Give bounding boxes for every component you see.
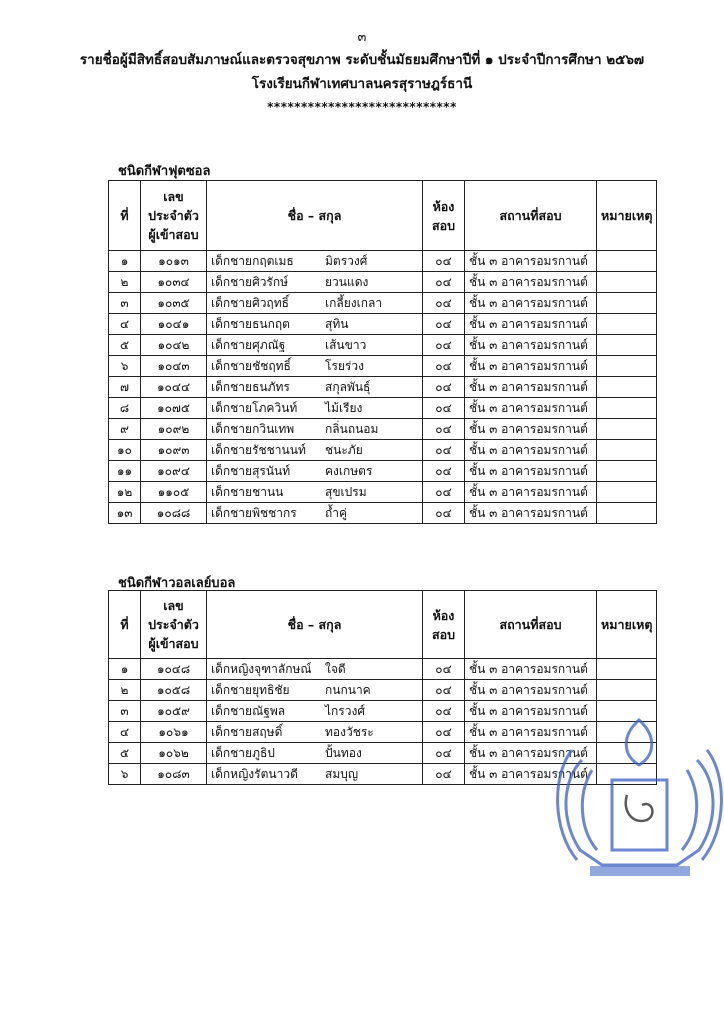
last-name: สกุลพันธุ์ — [325, 379, 371, 394]
last-name: ไม้เรียง — [325, 400, 363, 415]
note — [597, 461, 657, 482]
last-name: ทองวัชระ — [325, 724, 374, 739]
last-name: เส้นขาว — [325, 337, 367, 352]
row-number: ๖ — [109, 356, 141, 377]
school-seal-stamp — [552, 700, 724, 885]
row-number: ๑ — [109, 251, 141, 272]
table-row — [109, 251, 657, 272]
row-number: ๑๐ — [109, 440, 141, 461]
exam-location: ชั้น ๓ อาคารอมรกานต์ — [465, 701, 597, 722]
student-name — [207, 335, 423, 356]
row-number: ๖ — [109, 764, 141, 785]
table-row — [109, 398, 657, 419]
first-name: เด็กชายรัชชานนท์ — [211, 442, 306, 457]
exam-room: ๐๔ — [423, 293, 465, 314]
header-name: ชื่อ – สกุล — [207, 181, 423, 251]
header-location: สถานที่สอบ — [465, 591, 597, 659]
exam-room: ๐๔ — [423, 398, 465, 419]
first-name: เด็กชายภูธิป — [211, 745, 275, 760]
header-location: สถานที่สอบ — [465, 181, 597, 251]
page-number: ๓ — [357, 30, 367, 45]
exam-location: ชั้น ๓ อาคารอมรกานต์ — [465, 419, 597, 440]
exam-room: ๐๔ — [423, 659, 465, 680]
header-exam-id-line2: ประจำตัว — [148, 208, 199, 223]
last-name: สุขเปรม — [325, 484, 367, 499]
exam-room: ๐๔ — [423, 722, 465, 743]
exam-room: ๐๔ — [423, 503, 465, 524]
exam-location: ชั้น ๓ อาคารอมรกานต์ — [465, 503, 597, 524]
header-no: ที่ — [109, 591, 141, 659]
first-name: เด็กชายศิวฤทธิ์ — [211, 295, 289, 310]
header-room — [423, 181, 465, 251]
exam-location: ชั้น ๓ อาคารอมรกานต์ — [465, 722, 597, 743]
exam-room: ๐๔ — [423, 251, 465, 272]
last-name: โรยร่วง — [325, 358, 364, 373]
row-number: ๑๒ — [109, 482, 141, 503]
first-name: เด็กชายณัฐพล — [211, 703, 286, 718]
exam-id: ๑๐๘๓ — [141, 764, 207, 785]
exam-room: ๐๔ — [423, 461, 465, 482]
row-number: ๓ — [109, 293, 141, 314]
exam-room: ๐๔ — [423, 335, 465, 356]
row-number: ๗ — [109, 377, 141, 398]
student-name — [207, 398, 423, 419]
table-row — [109, 293, 657, 314]
student-name — [207, 482, 423, 503]
note — [597, 503, 657, 524]
table-row — [109, 461, 657, 482]
exam-room: ๐๔ — [423, 356, 465, 377]
student-name — [207, 272, 423, 293]
first-name: เด็กชายสฤษดิ์ — [211, 724, 283, 739]
student-name — [207, 701, 423, 722]
exam-room: ๐๔ — [423, 701, 465, 722]
exam-id: ๑๐๖๒ — [141, 743, 207, 764]
first-name: เด็กชายชานน — [211, 484, 284, 499]
student-name — [207, 419, 423, 440]
exam-id: ๑๐๙๔ — [141, 461, 207, 482]
row-number: ๑๑ — [109, 461, 141, 482]
row-number: ๙ — [109, 419, 141, 440]
student-name — [207, 377, 423, 398]
note — [597, 314, 657, 335]
note — [597, 335, 657, 356]
exam-location: ชั้น ๓ อาคารอมรกานต์ — [465, 377, 597, 398]
exam-id: ๑๐๙๒ — [141, 419, 207, 440]
exam-room: ๐๔ — [423, 377, 465, 398]
note — [597, 659, 657, 680]
last-name: มิตรวงศ์ — [325, 253, 368, 268]
table-row — [109, 659, 657, 680]
first-name: เด็กหญิงรัตนาวดี — [211, 766, 298, 781]
student-name — [207, 503, 423, 524]
exam-location: ชั้น ๓ อาคารอมรกานต์ — [465, 743, 597, 764]
row-number: ๒ — [109, 680, 141, 701]
exam-room: ๐๔ — [423, 419, 465, 440]
header-exam-id-line3: ผู้เข้าสอบ — [148, 227, 199, 242]
first-name: เด็กชายธนภัทร — [211, 379, 290, 394]
header-note: หมายเหตุ — [597, 591, 657, 659]
exam-id: ๑๑๐๕ — [141, 482, 207, 503]
student-name — [207, 764, 423, 785]
first-name: เด็กชายพิชชากร — [211, 505, 297, 520]
volleyball-section-title: ชนิดกีฬาวอลเลย์บอล — [118, 576, 236, 591]
seal-text-band — [590, 866, 690, 876]
row-number: ๕ — [109, 743, 141, 764]
exam-location: ชั้น ๓ อาคารอมรกานต์ — [465, 680, 597, 701]
student-name — [207, 461, 423, 482]
last-name: ชนะภัย — [325, 442, 363, 457]
row-number: ๒ — [109, 272, 141, 293]
exam-id: ๑๐๔๘ — [141, 659, 207, 680]
first-name: เด็กชายธนกฤต — [211, 316, 290, 331]
school-name: โรงเรียนกีฬาเทศบาลนครสุราษฎร์ธานี — [251, 76, 473, 92]
header-room-line1: ห้อง — [432, 607, 455, 623]
last-name: สมบุญ — [325, 766, 359, 781]
header-exam-id-line1: เลข — [163, 598, 184, 613]
student-name — [207, 743, 423, 764]
first-name: เด็กชายกฤตเมธ — [211, 253, 294, 268]
exam-location: ชั้น ๓ อาคารอมรกานต์ — [465, 482, 597, 503]
table-row — [109, 440, 657, 461]
first-name: เด็กชายโภควินท์ — [211, 400, 298, 415]
exam-id: ๑๐๗๕ — [141, 398, 207, 419]
note — [597, 440, 657, 461]
table-row — [109, 356, 657, 377]
exam-location: ชั้น ๓ อาคารอมรกานต์ — [465, 356, 597, 377]
exam-room: ๐๔ — [423, 743, 465, 764]
student-name — [207, 314, 423, 335]
first-name: เด็กหญิงจุฑาลักษณ์ — [211, 661, 312, 676]
exam-room: ๐๔ — [423, 764, 465, 785]
exam-id: ๑๐๕๘ — [141, 680, 207, 701]
student-name — [207, 356, 423, 377]
last-name: ไกรวงศ์ — [325, 703, 365, 718]
exam-location: ชั้น ๓ อาคารอมรกานต์ — [465, 659, 597, 680]
first-name: เด็กชายศุภณัฐ — [211, 337, 286, 352]
header-room — [423, 591, 465, 659]
last-name: ยวนแดง — [325, 274, 369, 289]
exam-location: ชั้น ๓ อาคารอมรกานต์ — [465, 293, 597, 314]
header-name: ชื่อ – สกุล — [207, 591, 423, 659]
table-row — [109, 482, 657, 503]
exam-id: ๑๐๓๕ — [141, 293, 207, 314]
header-exam-id — [141, 591, 207, 659]
futsal-table — [108, 180, 657, 524]
last-name: สุทิน — [325, 316, 349, 331]
futsal-table-body — [109, 251, 657, 524]
table-row — [109, 419, 657, 440]
exam-location: ชั้น ๓ อาคารอมรกานต์ — [465, 335, 597, 356]
header-note: หมายเหตุ — [597, 181, 657, 251]
table-row — [109, 272, 657, 293]
exam-room: ๐๔ — [423, 680, 465, 701]
header-room-line2: สอบ — [431, 626, 456, 642]
exam-location: ชั้น ๓ อาคารอมรกานต์ — [465, 314, 597, 335]
note — [597, 419, 657, 440]
exam-room: ๐๔ — [423, 482, 465, 503]
row-number: ๔ — [109, 314, 141, 335]
first-name: เด็กชายยุทธิชัย — [211, 682, 290, 697]
exam-id: ๑๐๓๔ — [141, 272, 207, 293]
note — [597, 272, 657, 293]
header-room-line1: ห้อง — [432, 198, 455, 214]
last-name: กลิ่นถนอม — [325, 421, 379, 436]
exam-location: ชั้น ๓ อาคารอมรกานต์ — [465, 398, 597, 419]
student-name — [207, 440, 423, 461]
row-number: ๔ — [109, 722, 141, 743]
note — [597, 251, 657, 272]
student-name — [207, 251, 423, 272]
exam-id: ๑๐๖๑ — [141, 722, 207, 743]
header-exam-id-line3: ผู้เข้าสอบ — [148, 636, 199, 651]
first-name: เด็กชายชัชฤทธิ์ — [211, 358, 291, 373]
header-exam-id-line1: เลข — [163, 189, 184, 204]
last-name: ใจดี — [325, 661, 346, 676]
note — [597, 377, 657, 398]
row-number: ๕ — [109, 335, 141, 356]
row-number: ๑๓ — [109, 503, 141, 524]
last-name: กนกนาค — [325, 682, 371, 697]
student-name — [207, 293, 423, 314]
last-name: เกลี้ยงเกลา — [325, 295, 383, 310]
student-name — [207, 680, 423, 701]
header-exam-id-line2: ประจำตัว — [148, 617, 199, 632]
exam-id: ๑๐๔๓ — [141, 356, 207, 377]
student-name — [207, 659, 423, 680]
exam-location: ชั้น ๓ อาคารอมรกานต์ — [465, 440, 597, 461]
exam-location: ชั้น ๓ อาคารอมรกานต์ — [465, 251, 597, 272]
header-exam-id — [141, 181, 207, 251]
exam-room: ๐๔ — [423, 314, 465, 335]
exam-id: ๑๐๔๔ — [141, 377, 207, 398]
header-room-line2: สอบ — [431, 217, 456, 233]
row-number: ๑ — [109, 659, 141, 680]
note — [597, 293, 657, 314]
first-name: เด็กชายสุรนันท์ — [211, 463, 291, 478]
last-name: ปั้นทอง — [325, 745, 362, 760]
exam-id: ๑๐๑๓ — [141, 251, 207, 272]
exam-location: ชั้น ๓ อาคารอมรกานต์ — [465, 764, 597, 785]
first-name: เด็กชายกวินเทพ — [211, 421, 295, 436]
exam-id: ๑๐๔๒ — [141, 335, 207, 356]
first-name: เด็กชายศิวรักษ์ — [211, 274, 289, 289]
exam-room: ๐๔ — [423, 440, 465, 461]
exam-id: ๑๐๕๙ — [141, 701, 207, 722]
document-title: รายชื่อผู้มีสิทธิ์สอบสัมภาษณ์และตรวจสุขภาพ ระดับชั้นมัธยมศึกษาปีที่ ๑ ประจำปีการศึกษา ๒๕๖๗ — [79, 52, 645, 68]
note — [597, 482, 657, 503]
table-row — [109, 314, 657, 335]
note — [597, 398, 657, 419]
student-name — [207, 722, 423, 743]
last-name: ถ้ำคู่ — [325, 505, 348, 520]
header-no: ที่ — [109, 181, 141, 251]
table-row — [109, 680, 657, 701]
exam-id: ๑๐๘๘ — [141, 503, 207, 524]
exam-id: ๑๐๙๓ — [141, 440, 207, 461]
table-row — [109, 335, 657, 356]
note — [597, 356, 657, 377]
table-row — [109, 377, 657, 398]
exam-room: ๐๔ — [423, 272, 465, 293]
row-number: ๓ — [109, 701, 141, 722]
note — [597, 680, 657, 701]
table-row — [109, 503, 657, 524]
title-divider: **************************** — [267, 100, 457, 114]
exam-id: ๑๐๔๑ — [141, 314, 207, 335]
row-number: ๘ — [109, 398, 141, 419]
futsal-section-title: ชนิดกีฬาฟุตซอล — [118, 164, 211, 179]
exam-location: ชั้น ๓ อาคารอมรกานต์ — [465, 272, 597, 293]
last-name: คงเกษตร — [325, 463, 373, 478]
exam-location: ชั้น ๓ อาคารอมรกานต์ — [465, 461, 597, 482]
